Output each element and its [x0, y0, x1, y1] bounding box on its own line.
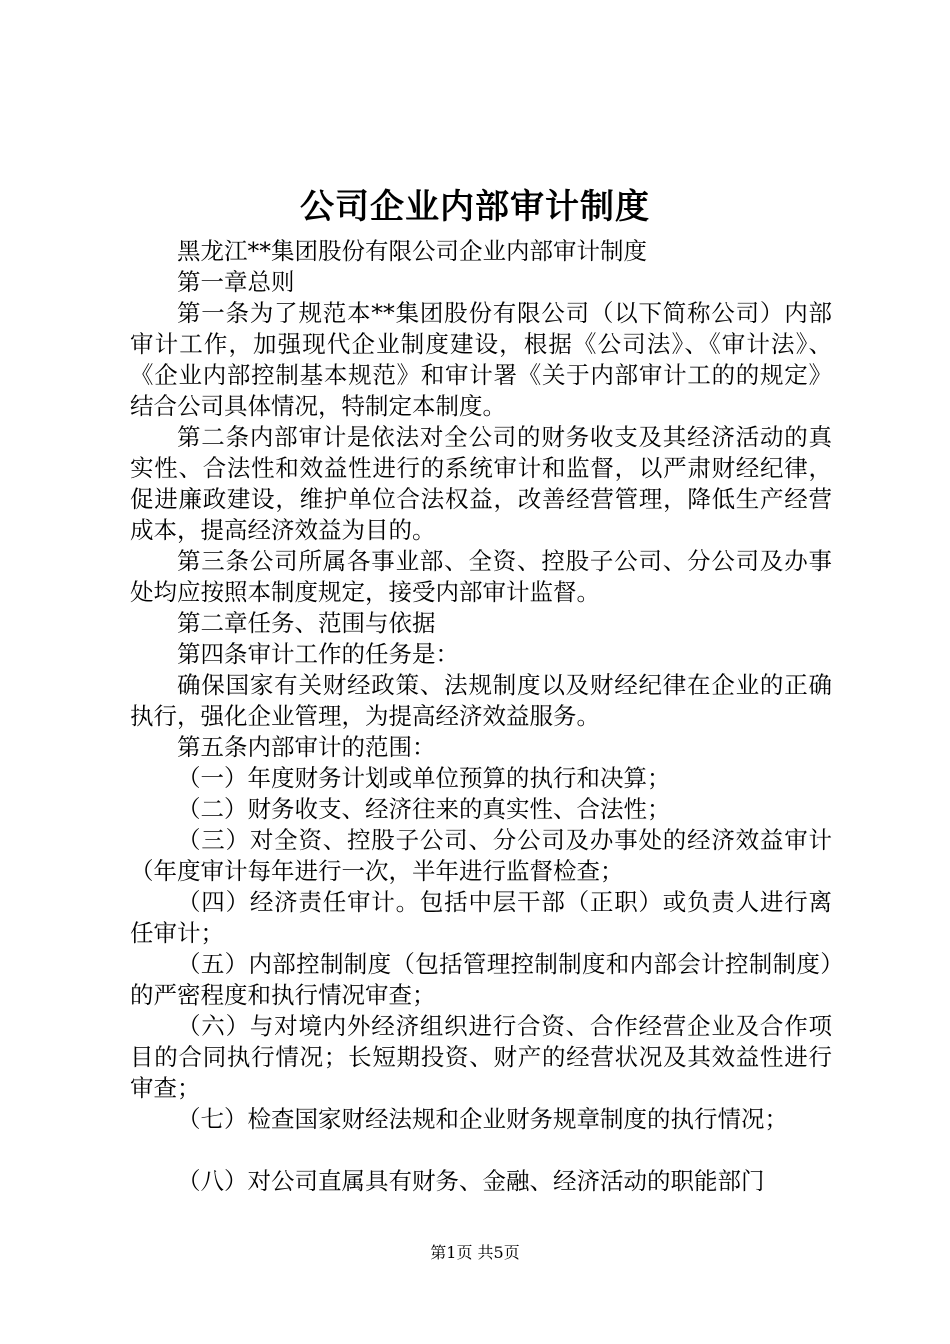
list-item: （一）年度财务计划或单位预算的执行和决算；	[177, 764, 671, 792]
chapter-heading: 第二章任务、范围与依据	[177, 609, 436, 637]
list-item: （五）内部控制制度（包括管理控制制度和内部会计控制制度）的严密程度和执行情况审查；	[130, 950, 832, 1009]
article-paragraph: 第四条审计工作的任务是：	[177, 640, 459, 668]
article-paragraph: 第五条内部审计的范围：	[177, 733, 436, 761]
article-paragraph: 确保国家有关财经政策、法规制度以及财经纪律在企业的正确执行，强化企业管理，为提高经济效益服务。	[130, 671, 832, 730]
article-paragraph: 第一条为了规范本**集团股份有限公司（以下简称公司）内部审计工作，加强现代企业制度建设，根据《公司法》、《审计法》、《企业内部控制基本规范》和审计署《关于内部审计工的的规定》结合公司具体情况，特制定本制度。	[130, 299, 832, 420]
article-paragraph: 第三条公司所属各事业部、全资、控股子公司、分公司及办事处均应按照本制度规定，接受内部审计监督。	[130, 547, 832, 606]
document-body	[130, 236, 832, 1197]
chapter-heading: 第一章总则	[177, 268, 295, 296]
company-heading: 黑龙江**集团股份有限公司企业内部审计制度	[177, 237, 647, 265]
page-number-footer: 第1页 共5页	[430, 1243, 520, 1262]
article-paragraph: 第二条内部审计是依法对全公司的财务收支及其经济活动的真实性、合法性和效益性进行的系统审计和监督，以严肃财经纪律，促进廉政建设，维护单位合法权益，改善经营管理，降低生产经营成本，提高经济效益为目的。	[130, 423, 832, 544]
list-item: （八）对公司直属具有财务、金融、经济活动的职能部门	[177, 1167, 765, 1195]
list-item: （七）检查国家财经法规和企业财务规章制度的执行情况；	[177, 1105, 788, 1133]
document-title: 公司企业内部审计制度	[300, 187, 650, 227]
list-item: （三）对全资、控股子公司、分公司及办事处的经济效益审计（年度审计每年进行一次，半年进行监督检查；	[130, 826, 832, 885]
list-item: （二）财务收支、经济往来的真实性、合法性；	[177, 795, 671, 823]
list-item: （六）与对境内外经济组织进行合资、合作经营企业及合作项目的合同执行情况；长短期投资、财产的经营状况及其效益性进行审查；	[130, 1012, 832, 1102]
list-item: （四）经济责任审计。包括中层干部（正职）或负责人进行离任审计；	[130, 888, 832, 947]
